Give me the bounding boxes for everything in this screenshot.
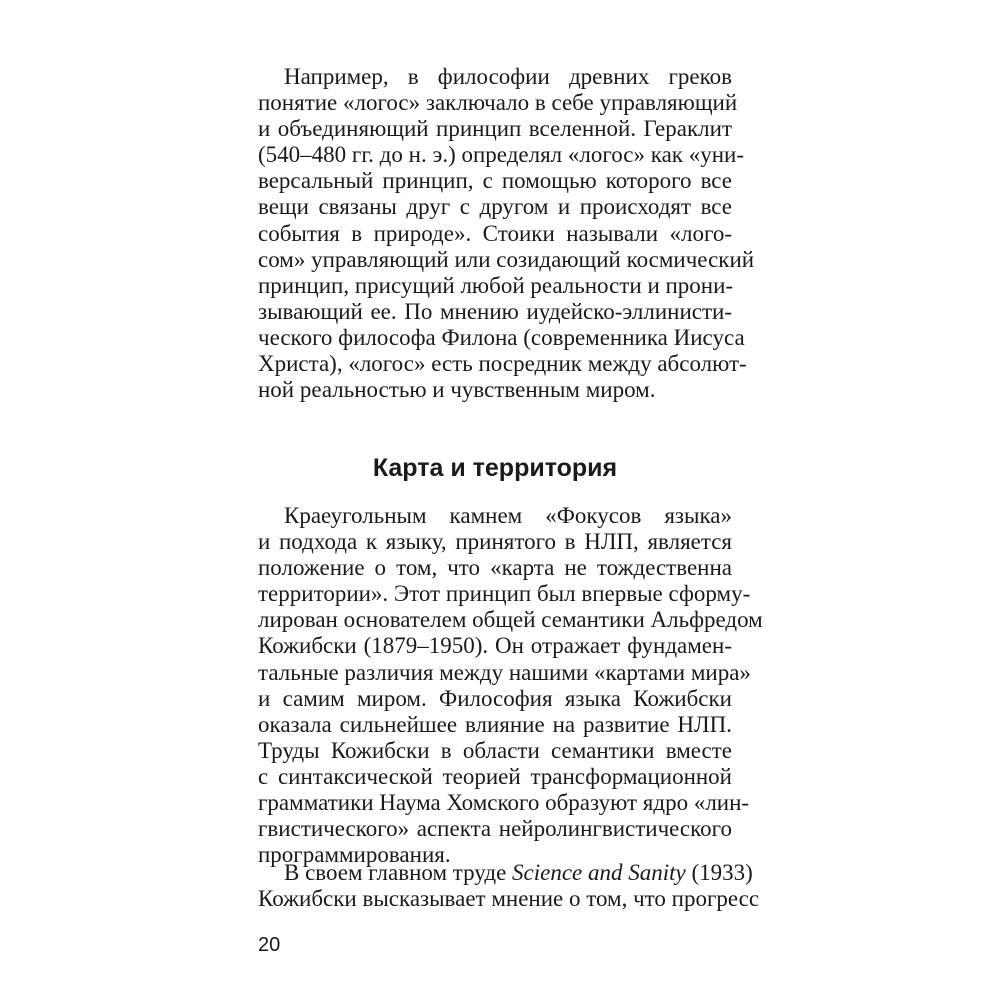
text-line: Кожибски (1879–1950). Он отражает фундамен- (258, 633, 732, 659)
section-heading: Карта и территория (372, 454, 618, 482)
text-fragment: В своем главном труде (284, 860, 513, 885)
page-number: 20 (258, 934, 281, 956)
paragraph-logos (258, 64, 755, 403)
text-line: Христа), «логос» есть посредник между абсолют- (258, 351, 747, 377)
text-line: и объединяющий принцип вселенной. Гераклит (258, 116, 732, 142)
text-line: оказала сильнейшее влияние на развитие НЛП. (258, 711, 732, 737)
text-line: и подхода к языку, принятого в НЛП, является (258, 529, 732, 555)
text-line: программирования. (258, 842, 451, 868)
text-line: Труды Кожибски в области семантики вместе (258, 737, 732, 763)
text-fragment: (1933) (685, 860, 753, 885)
text-line: зывающий ее. По мнению иудейско-эллинисти- (258, 298, 732, 324)
text-line: (540–480 гг. до н. э.) определял «логос» как «уни- (258, 142, 744, 168)
text-line: тальные различия между нашими «картами мира» (258, 659, 751, 685)
paragraph-science-and-sanity (258, 860, 760, 912)
text-line: вещи связаны друг с другом и происходят все (258, 194, 732, 220)
text-line: территории». Этот принцип был впервые сформу- (258, 581, 751, 607)
text-line: версальный принцип, с помощью которого все (258, 168, 732, 194)
text-line: с синтаксической теорией трансформационной (258, 763, 732, 789)
paragraph-map-territory (258, 503, 763, 868)
text-line: сом» управляющий или созидающий космический (258, 246, 755, 272)
text-line: ческого философа Филона (современника Иисуса (258, 324, 745, 350)
text-line: Краеугольным камнем «Фокусов языка» (284, 503, 732, 528)
text-line: принцип, присущий любой реальности и прони- (258, 272, 734, 298)
text-line: Например, в философии древних греков (284, 64, 732, 89)
text-line (258, 860, 753, 886)
text-line: Кожибски высказывает мнение о том, что прогресс (258, 886, 760, 912)
text-line: лирован основателем общей семантики Альфредом (258, 607, 763, 633)
book-title: Science and Sanity (512, 860, 686, 885)
text-line: гвистического» аспекта нейролингвистического (258, 816, 732, 842)
text-line: понятие «логос» заключало в себе управляющий (258, 90, 738, 116)
text-line: события в природе». Стоики называли «лого- (258, 220, 732, 246)
text-line: и самим миром. Философия языка Кожибски (258, 685, 732, 711)
text-line: положение о том, что «карта не тождественна (258, 555, 732, 581)
text-line: ной реальностью и чувственным миром. (258, 377, 656, 403)
text-line: грамматики Наума Хомского образуют ядро «лин- (258, 790, 750, 816)
